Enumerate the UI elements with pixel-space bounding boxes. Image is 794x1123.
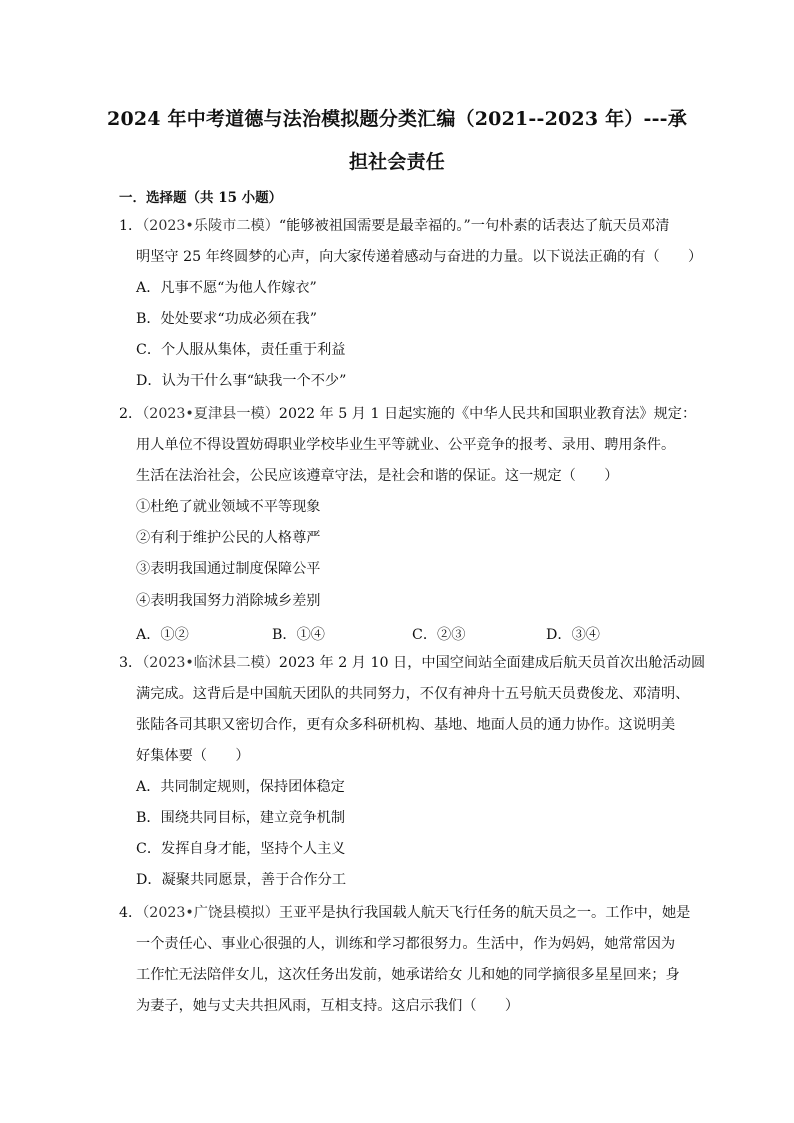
question-stem: 为妻子，她与丈夫共担风雨，互相支持。这启示我们（ ）: [136, 998, 520, 1014]
question-option: D．认为干什么事“缺我一个不少”: [136, 373, 347, 389]
question-1-header: [119, 219, 669, 233]
question-option: D．凝聚共同愿景，善于合作分工: [136, 872, 347, 888]
question-stem: 满完成。这背后是中国航天团队的共同努力，不仅有神舟十五号航天员费俊龙、邓清明、: [136, 686, 690, 702]
question-2-header: [119, 407, 696, 421]
question-option: C．发挥自身才能，坚持个人主义: [136, 841, 346, 857]
question-number: 2．: [119, 406, 143, 422]
question-statement: ①杜绝了就业领域不平等现象: [136, 499, 321, 515]
question-stem: 王亚平是执行我国载人航天飞行任务的航天员之一。工作中，她是: [278, 905, 691, 921]
question-statement: ④表明我国努力消除城乡差别: [136, 593, 321, 609]
question-stem: 好集体要（ ）: [136, 748, 250, 764]
question-source: （2023•乐陵市二模）: [142, 218, 279, 234]
question-4-header: [119, 906, 690, 920]
question-option: B．处处要求“功成必须在我”: [136, 311, 317, 327]
question-option: C．个人服从集体，责任重于利益: [136, 342, 346, 358]
question-option: A．凡事不愿“为他人作嫁衣”: [136, 280, 317, 296]
question-statement: ②有利于维护公民的人格尊严: [136, 530, 321, 546]
question-number: 4．: [119, 905, 143, 921]
question-stem: 一个责任心、事业心很强的人，训练和学习都很努力。生活中，作为妈妈，她常常因为: [136, 936, 676, 952]
question-stem: 明坚守 25 年终圆梦的心声，向大家传递着感动与奋进的力量。以下说法正确的有（ ）: [136, 249, 703, 265]
question-stem: 2022 年 5 月 1 日起实施的《中华人民共和国职业教育法》规定：: [278, 406, 697, 422]
question-option: A．共同制定规则，保持团体稳定: [136, 779, 345, 795]
question-stem: 工作忙无法陪伴女儿，这次任务出发前，她承诺给女 儿和她的同学摘很多星星回来；身: [136, 967, 680, 983]
question-stem: 生活在法治社会，公民应该遵章守法，是社会和谐的保证。这一规定（ ）: [136, 468, 619, 484]
question-choice: A．①②: [136, 627, 189, 643]
question-stem: 张陆各司其职又密切合作，更有众多科研机构、基地、地面人员的通力协作。这说明美: [136, 717, 676, 733]
question-option: B．围绕共同目标，建立竞争机制: [136, 810, 346, 826]
question-source: （2023•广饶县模拟）: [142, 905, 279, 921]
question-stem: 用人单位不得设置妨碍职业学校毕业生平等就业、公平竞争的报考、录用、聘用条件。: [136, 437, 676, 453]
question-choice: C．②③: [412, 627, 466, 643]
question-stem: “能够被祖国需要是最幸福的。”一句朴素的话表达了航天员邓清: [278, 218, 670, 234]
question-stem: 2023 年 2 月 10 日，中国空间站全面建成后航天员首次出舱活动圆: [278, 655, 706, 671]
question-statement: ③表明我国通过制度保障公平: [136, 561, 321, 577]
question-choice: D．③④: [546, 627, 600, 643]
section-heading: 一．选择题（共 15 小题）: [119, 190, 283, 206]
question-number: 3．: [119, 655, 143, 671]
question-number: 1．: [119, 218, 143, 234]
question-source: （2023•临沭县二模）: [142, 655, 279, 671]
question-3-header: [119, 656, 705, 670]
question-choice: B．①④: [272, 627, 325, 643]
document-title-line-2: 担社会责任: [348, 151, 445, 173]
document-title-line-1: 2024 年中考道德与法治模拟题分类汇编（2021--2023 年）---承: [107, 108, 687, 130]
question-source: （2023•夏津县一模）: [142, 406, 279, 422]
